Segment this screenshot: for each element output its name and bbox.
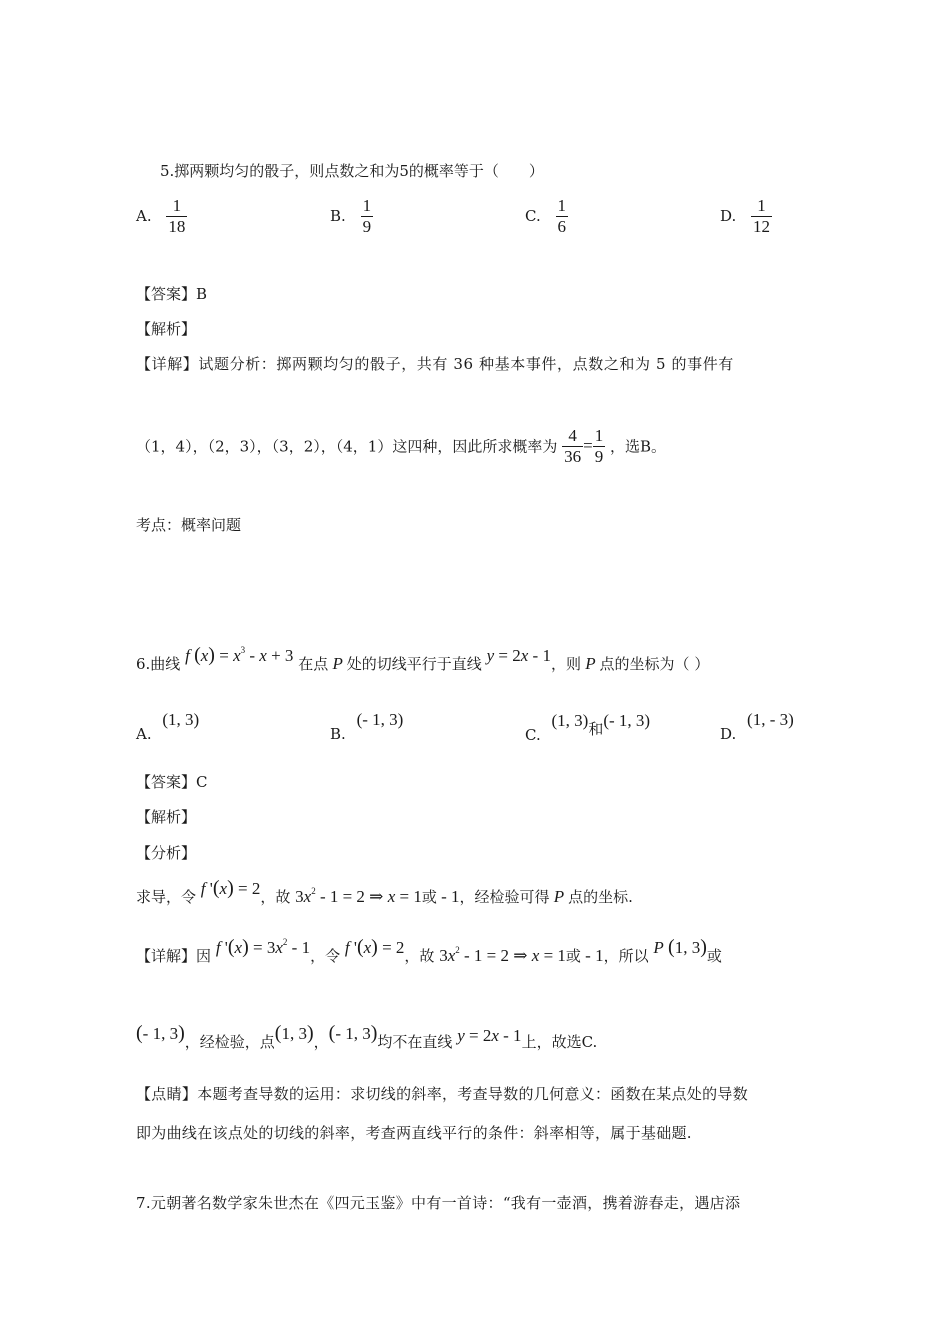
q5-option-b [330, 196, 373, 236]
detail-text: 上，故选C. [521, 1033, 598, 1051]
point-p: P [328, 654, 347, 673]
option-fraction [751, 196, 772, 236]
option-join: 和 [588, 720, 604, 738]
formula-value: - 1 [580, 946, 604, 965]
detail-text: 或 [706, 947, 722, 965]
stem-text: 在点 [298, 655, 329, 673]
fraction-4-36 [562, 426, 583, 466]
detail-text: ，经检验，点 [184, 1033, 275, 1051]
option-fraction [166, 196, 187, 236]
fraction-1-9 [593, 426, 606, 466]
answer-label: 【答案】 [136, 773, 197, 791]
formula-solve: $3x^2 - 1 = 2$ ⇒ x = 1 [439, 945, 566, 965]
formula-point: (- 1, 3) [328, 1022, 378, 1044]
option-fraction [556, 196, 569, 236]
option-math: (1, 3) [162, 710, 200, 729]
q6-option-b [330, 710, 404, 743]
answer-value: B [196, 285, 208, 303]
stem-text: 点的坐标为（ ） [599, 655, 710, 673]
q5-kaodian: 考点：概率问题 [136, 516, 242, 534]
option-letter: A. [136, 725, 152, 743]
q5-detail-line2 [136, 426, 666, 466]
fraction-denominator: 12 [753, 216, 771, 236]
formula-point: (- 1, 3) [136, 1022, 185, 1044]
formula-line: y = 2x - 1 [486, 646, 551, 665]
q6-option-a [136, 710, 200, 743]
stem-text: 处的切线平行于直线 [346, 655, 482, 673]
option-letter: B. [330, 725, 346, 743]
q5-option-c [525, 196, 568, 236]
option-math: (1, 3) [551, 711, 589, 730]
formula-value: - 1 [436, 887, 460, 906]
option-math: (1, - 3) [747, 710, 794, 729]
fraction-denominator: 18 [168, 216, 186, 236]
formula-point: P (1, 3) [653, 936, 707, 958]
formula-derivative-eq: f '(x) = 2 [344, 936, 405, 958]
formula-derivative: f '$(x) = 3x^2 - 1$ [215, 936, 311, 958]
q6-option-d [720, 710, 794, 743]
fraction-denominator: 36 [564, 446, 582, 466]
q5-answer [136, 283, 207, 304]
analysis-text: 求导，令 [136, 888, 197, 906]
option-letter: B. [330, 207, 346, 226]
fraction-denominator: 9 [594, 446, 604, 466]
formula-line: y = 2x - 1 [457, 1026, 522, 1045]
formula-f-x: f $(x) = x^3 - x + 3$ [185, 644, 294, 666]
detail-text: （1，4），（2，3），（3，2），（4，1）这四种，因此所求概率为 [136, 437, 558, 456]
detail-label: 【详解】 [136, 947, 197, 965]
q6-analysis-label: 【解析】 [136, 808, 197, 826]
detail-text: 因 [196, 947, 212, 965]
point-p: P [549, 887, 569, 906]
stem-text: ，则 [550, 655, 581, 673]
q5-analysis-label: 【解析】 [136, 320, 197, 338]
q6-stem [136, 644, 710, 675]
q6-option-c [525, 710, 651, 744]
fraction-numerator: 1 [594, 426, 604, 445]
q6-detail-line1 [136, 936, 722, 967]
fraction-numerator: 1 [362, 196, 372, 215]
answer-label: 【答案】 [136, 285, 197, 303]
q6-fenxi-text [136, 877, 633, 908]
dianjing-label: 【点睛】 [136, 1085, 198, 1103]
formula-solve: $3x^2 - 1 = 2$ ⇒ x = 1 [295, 886, 422, 906]
q5-stem: 5.掷两颗均匀的骰子，则点数之和为5的概率等于（ ） [160, 162, 544, 180]
formula-derivative-eq: f '(x) = 2 [200, 877, 261, 899]
detail-text: 均不在直线 [377, 1033, 453, 1051]
detail-text: 试题分析：掷两颗均匀的骰子，共有 36 种基本事件，点数之和为 5 的事件有 [198, 355, 734, 373]
option-math: (- 1, 3) [603, 711, 651, 730]
option-letter: C. [525, 726, 541, 744]
analysis-text: ，故 [260, 888, 291, 906]
detail-text: ，故 [404, 947, 435, 965]
option-letter: C. [525, 207, 541, 226]
stem-text: 6.曲线 [136, 655, 181, 673]
q5-option-a [136, 196, 187, 236]
option-letter: A. [136, 207, 152, 226]
q5-option-d [720, 196, 772, 236]
detail-text: ， [313, 1033, 329, 1051]
option-letter: D. [720, 725, 737, 743]
q6-answer [136, 771, 208, 792]
fraction-numerator: 4 [568, 426, 577, 445]
point-p: P [580, 654, 600, 673]
detail-text: ，选B。 [610, 437, 667, 456]
fraction-numerator: 1 [172, 196, 182, 215]
q6-fenxi-label: 【分析】 [136, 844, 197, 862]
q5-detail-line1 [136, 353, 734, 374]
q6-detail-line2 [136, 1022, 598, 1053]
dianjing-text: 本题考查导数的运用：求切线的斜率，考查导数的几何意义：函数在某点处的导数 [197, 1085, 749, 1103]
option-math: (- 1, 3) [356, 710, 404, 729]
q6-dianjing-line2: 即为曲线在该点处的切线的斜率，考查两直线平行的条件：斜率相等，属于基础题. [136, 1124, 692, 1142]
detail-text: ，所以 [603, 947, 649, 965]
detail-text: ，令 [310, 947, 341, 965]
fraction-numerator: 1 [557, 196, 566, 215]
detail-label: 【详解】 [136, 355, 199, 373]
analysis-text: ，经检验可得 [459, 888, 550, 906]
fraction-numerator: 1 [757, 196, 766, 215]
analysis-text: 或 [421, 888, 437, 906]
equals-sign: = [583, 436, 593, 456]
option-fraction [361, 196, 374, 236]
fraction-denominator: 9 [362, 216, 372, 236]
answer-value: C [196, 773, 208, 791]
option-letter: D. [720, 207, 737, 226]
q7-stem: 7.元朝著名数学家朱世杰在《四元玉鉴》中有一首诗：“我有一壶酒，携着游春走，遇店添 [136, 1194, 741, 1212]
formula-point: (1, 3) [274, 1022, 314, 1044]
analysis-text: 点的坐标. [568, 888, 633, 906]
q6-dianjing-line1 [136, 1083, 748, 1104]
detail-text: 或 [565, 947, 581, 965]
fraction-denominator: 6 [557, 216, 566, 236]
